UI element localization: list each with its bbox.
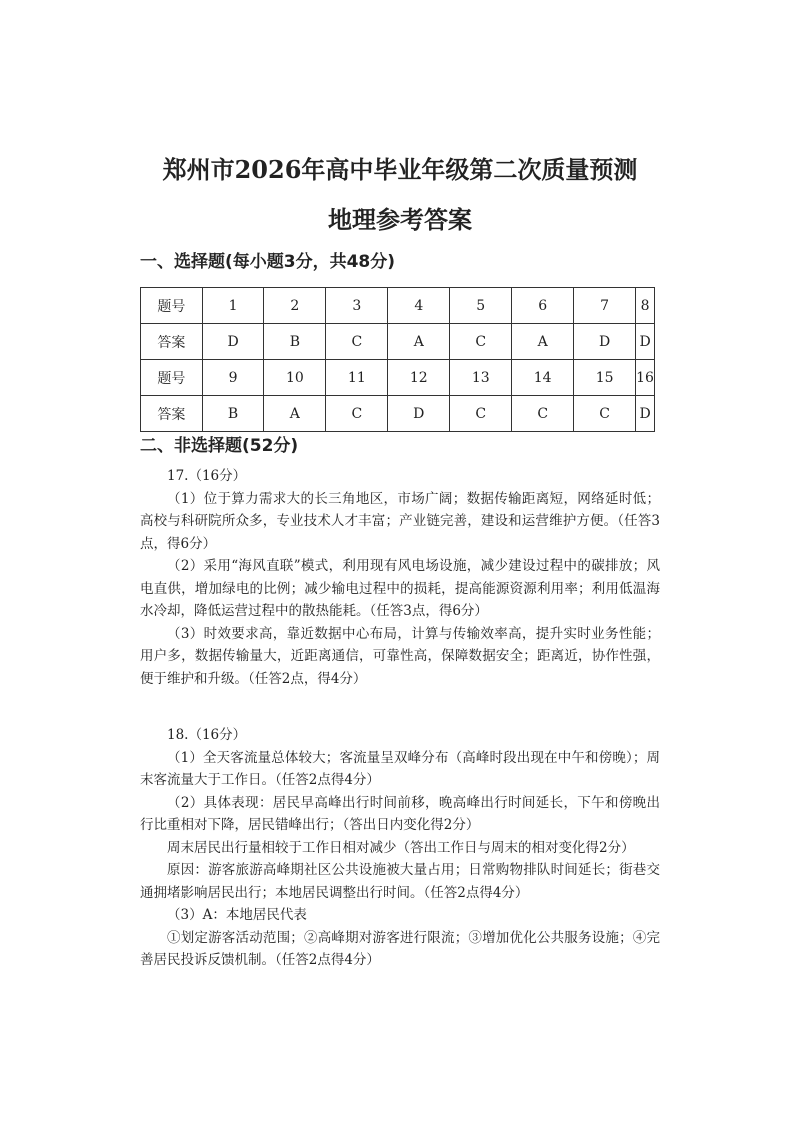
answer-table bbox=[140, 287, 655, 432]
table-cell: 6 bbox=[512, 288, 574, 324]
question-18-answer-2b: 周末居民出行量相较于工作日相对减少（答出工作日与周末的相对变化得2分） bbox=[167, 839, 635, 856]
table-cell: D bbox=[636, 396, 655, 432]
question-18-answer-2c: 原因：游客旅游高峰期社区公共设施被大量占用；日常购物排队时间延长；街巷交通拥堵影响居民出行；本地居民调整出行时间。（任答2点得4分） bbox=[140, 862, 660, 901]
table-cell: 4 bbox=[388, 288, 450, 324]
question-17-title: 17.（16分） bbox=[167, 468, 247, 484]
document-title: 郑州市2026年高中毕业年级第二次质量预测 bbox=[162, 155, 638, 184]
table-cell: A bbox=[388, 324, 450, 360]
table-cell: C bbox=[326, 324, 388, 360]
table-row bbox=[141, 360, 655, 396]
table-cell: B bbox=[202, 396, 264, 432]
question-18-title: 18.（16分） bbox=[167, 727, 247, 743]
table-cell: 16 bbox=[636, 360, 655, 396]
section-heading-nonchoice: 二、非选择题(52分) bbox=[140, 436, 299, 456]
table-cell: D bbox=[636, 324, 655, 360]
table-row bbox=[141, 324, 655, 360]
document-subtitle: 地理参考答案 bbox=[328, 205, 472, 234]
table-cell: 13 bbox=[450, 360, 512, 396]
table-cell: B bbox=[264, 324, 326, 360]
table-cell: A bbox=[512, 324, 574, 360]
table-cell: 题号 bbox=[141, 288, 203, 324]
table-cell: 8 bbox=[636, 288, 655, 324]
table-cell: C bbox=[450, 324, 512, 360]
table-cell: 12 bbox=[388, 360, 450, 396]
question-18-answer-3b: ①划定游客活动范围；②高峰期对游客进行限流；③增加优化公共服务设施；④完善居民投诉反馈机制。（任答2点得4分） bbox=[140, 929, 660, 968]
spacer bbox=[140, 690, 660, 724]
section-heading-choice: 一、选择题(每小题3分，共48分) bbox=[140, 252, 396, 272]
table-cell: C bbox=[574, 396, 636, 432]
table-cell: 11 bbox=[326, 360, 388, 396]
table-cell: D bbox=[202, 324, 264, 360]
question-18-answer-2: （2）具体表现：居民早高峰出行时间前移，晚高峰出行时间延长，下午和傍晚出行比重相对下降，居民错峰出行；（答出日内变化得2分） bbox=[140, 794, 660, 833]
table-cell: 3 bbox=[326, 288, 388, 324]
question-17-answer-2: （2）采用“海风直联”模式，利用现有风电场设施，减少建设过程中的碳排放；风电直供，增加绿电的比例；减少输电过程中的损耗，提高能源资源利用率；利用低温海水冷却，降低运营过程中的散热能耗。（任答3点，得6分） bbox=[140, 558, 660, 619]
table-cell: A bbox=[264, 396, 326, 432]
table-cell: 9 bbox=[202, 360, 264, 396]
table-cell: 15 bbox=[574, 360, 636, 396]
question-17-answer-3: （3）时效要求高，靠近数据中心布局，计算与传输效率高，提升实时业务性能；用户多，数据传输量大，近距离通信，可靠性高，保障数据安全；距离近，协作性强，便于维护和升级。（任答2点，得4分） bbox=[140, 625, 660, 687]
question-17-answer-1: （1）位于算力需求大的长三角地区，市场广阔；数据传输距离短，网络延时低；高校与科研院所众多，专业技术人才丰富；产业链完善，建设和运营维护方便。（任答3点，得6分） bbox=[140, 490, 660, 552]
table-cell: C bbox=[326, 396, 388, 432]
table-cell: 10 bbox=[264, 360, 326, 396]
table-cell: C bbox=[450, 396, 512, 432]
table-cell: D bbox=[574, 324, 636, 360]
table-cell: 答案 bbox=[141, 324, 203, 360]
question-18-answer-1: （1）全天客流量总体较大；客流量呈双峰分布（高峰时段出现在中午和傍晚）；周末客流量大于工作日。（任答2点得4分） bbox=[140, 749, 660, 788]
question-18-answer-3: （3）A：本地居民代表 bbox=[167, 907, 307, 923]
table-cell: 14 bbox=[512, 360, 574, 396]
table-cell: C bbox=[512, 396, 574, 432]
answer-body bbox=[140, 465, 660, 972]
table-row bbox=[141, 288, 655, 324]
table-cell: 7 bbox=[574, 288, 636, 324]
table-cell: D bbox=[388, 396, 450, 432]
table-cell: 5 bbox=[450, 288, 512, 324]
table-row bbox=[141, 396, 655, 432]
table-cell: 题号 bbox=[141, 360, 203, 396]
table-cell: 2 bbox=[264, 288, 326, 324]
table-cell: 1 bbox=[202, 288, 264, 324]
table-cell: 答案 bbox=[141, 396, 203, 432]
